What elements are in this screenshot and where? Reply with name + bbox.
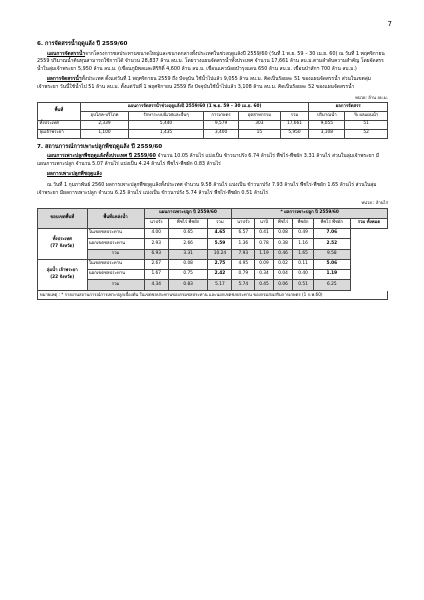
- sub-header: พืชผัก: [293, 218, 313, 228]
- crop-result-label-line: [37, 171, 388, 179]
- crop-result-label: ผลการเพาะปลูกพืชฤดูแล้ง: [47, 171, 102, 178]
- cell: 4.65: [208, 229, 232, 239]
- col-area: พื้นที่: [38, 103, 81, 121]
- cell-area: ในเขตชลประทาน: [87, 229, 144, 239]
- cell-area: นอกเขตชลประทาน: [87, 239, 144, 249]
- cell: 0.38: [273, 239, 293, 249]
- cell: 1,100: [80, 129, 128, 138]
- cell: 52: [345, 129, 388, 138]
- section-7-heading: 7. สถานการณ์การเพาะปลูกพืชฤดูแล้ง ปี 2559/60: [37, 143, 163, 150]
- cell: 9.58: [313, 249, 350, 259]
- cell: 3.31: [168, 249, 208, 259]
- cell-area: ในเขตชลประทาน: [87, 259, 144, 269]
- cell: 9,579: [203, 120, 238, 129]
- cell: 303: [239, 120, 280, 129]
- sub-header: รักษาระบบนิเวศและอื่นๆ: [129, 111, 204, 120]
- col-plan: แผนการเพาะปลูก ปี 2559/60: [144, 208, 232, 218]
- zone-sub: (77 จังหวัด): [50, 244, 75, 249]
- cell: 0.51: [293, 280, 313, 290]
- section-6-heading: 6. การจัดสรรน้ำฤดูแล้ง ปี 2559/60: [37, 41, 128, 47]
- cell: 5.17: [208, 280, 232, 290]
- crop-plan-text: จำนวน 10.05 ล้านไร่ แบ่งเป็น ข้าวนาปรัง 6.74 ล้านไร่ พืชไร่-พืชผัก 3.31 ล้านไร่ ส่วนในลุ่มเจ้าพระยา มีแผนการเพาะปลูก จำนวน 5.07 ล้านไร่ แบ่งเป็น 4.24 ล้านไร่ พืชไร่-พืชผัก 0.83 ล้านไร่: [37, 153, 380, 167]
- page-number: 7: [387, 20, 392, 28]
- cell: 6.93: [144, 249, 168, 259]
- result-text: ทั้งประเทศ ตั้งแต่วันที่ 1 พฤศจิกายน 2559 ถึง ปัจจุบัน ใช้น้ำไปแล้ว 9,055 ล้าน ลบ.ม. คิดเป็นร้อยละ 51 ของแผนจัดสรรน้ำ ส่วนในเขตลุ่มเจ้าพระยา วันนี้ใช้น้ำไป 51 ล้าน ลบ.ม. ตั้งแต่วันที่ 1 พฤศจิกายน 2559 ถึง ปัจจุบันใช้น้ำไปแล้ว 3,108 ล้าน ลบ.ม. คิดเป็นร้อยละ 52 ของแผนจัดสรรน้ำ: [37, 76, 372, 91]
- cell: 0.06: [273, 280, 293, 290]
- cell: 1.65: [293, 249, 313, 259]
- cell: 3,400: [203, 129, 238, 138]
- cell: 0.04: [273, 270, 293, 280]
- sub-header: พืชไร่ พืชผัก: [313, 218, 350, 228]
- cell-area: ทั้งประเทศ: [38, 120, 81, 129]
- cell: 9,055: [309, 120, 345, 129]
- crop-result-paragraph: ณ วันที่ 1 กุมภาพันธ์ 2560 ผลการเพาะปลูกพืชฤดูแล้งทั้งประเทศ จำนวน 9.58 ล้านไร่ แบ่งเป็น ข้าวนาปรัง 7.93 ล้านไร่ พืชไร่-พืชผัก 1.65 ล้านไร่ ส่วนในลุ่มเจ้าพระยา มีผลการเพาะปลูก จำนวน 6.25 ล้านไร่ แบ่งเป็น ข้าวนาปรัง 5.74 ล้านไร่ พืชไร่-พืชผัก 0.51 ล้านไร่: [37, 181, 377, 196]
- cell: 0.40: [293, 270, 313, 280]
- cell: 0.08: [273, 229, 293, 239]
- sub-header: รวม: [280, 111, 309, 120]
- table-row: [38, 239, 388, 249]
- cell: 1.36: [232, 239, 255, 249]
- crop-plan-label: แผนการเพาะปลูกพืชฤดูแล้งทั้งประเทศ ปี 2559/60: [47, 153, 156, 160]
- cell: 2.67: [144, 259, 168, 269]
- zone-name: ลุ่มน้ำ เจ้าพระยา: [46, 268, 78, 274]
- sub-header: อุปโภค-บริโภค: [80, 111, 128, 120]
- cell: 4.00: [144, 229, 168, 239]
- zone-name: ทั้งประเทศ: [52, 237, 72, 243]
- zone-sub: (22 จังหวัด): [50, 274, 75, 280]
- col-result: * ผลการเพาะปลูก ปี 2559/60: [232, 208, 388, 218]
- cell: 0.65: [168, 229, 208, 239]
- cell: 0.11: [293, 259, 313, 269]
- cell: 0.46: [273, 249, 293, 259]
- cell: 4.34: [144, 280, 168, 290]
- cell: 3,108: [309, 129, 345, 138]
- cell: 0.49: [293, 229, 313, 239]
- crop-table: [37, 208, 388, 291]
- sub-header: นาปรัง: [232, 218, 255, 228]
- sub-header: พืชไร่: [273, 218, 293, 228]
- cell: 5.74: [232, 280, 255, 290]
- cell: 2.75: [208, 259, 232, 269]
- sub-header: % ผลแผนน้ำ: [345, 111, 388, 120]
- result-paragraph: [37, 76, 388, 91]
- cell: 0.08: [168, 259, 208, 269]
- plan-label: แผนการจัดสรรน้ำ: [47, 50, 86, 57]
- cell-area: รวม: [87, 249, 144, 259]
- cell: 6.25: [313, 280, 350, 290]
- table-row: [38, 120, 388, 129]
- cell: 1.19: [313, 270, 350, 280]
- table-row: [38, 229, 388, 239]
- cell: 0.02: [273, 259, 293, 269]
- table-row: [38, 129, 388, 138]
- cell: 2.93: [144, 239, 168, 249]
- zone-cell: [38, 229, 88, 260]
- sub-header: การเกษตร: [203, 111, 238, 120]
- cell: 1,435: [129, 129, 204, 138]
- zone-cell: [38, 259, 88, 290]
- table-note: หมายเหตุ : * รายงานสถานการณ์การเพาะปลูกเบื้องต้น ในเขตชลประทานของกรมชลประทาน และนอกเขตชลประทาน ของกรมส่งเสริมการเกษตร (1 ก.พ.60): [37, 291, 388, 301]
- cell: 15: [239, 129, 280, 138]
- cell: 5.59: [208, 239, 232, 249]
- cell: 0.41: [255, 229, 274, 239]
- cell: 0.09: [255, 259, 274, 269]
- cell: 1.16: [293, 239, 313, 249]
- cell-area: นอกเขตชลประทาน: [87, 270, 144, 280]
- cell: 10.24: [208, 249, 232, 259]
- cell: 2.42: [208, 270, 232, 280]
- crop-plan-paragraph: [37, 153, 388, 168]
- cell-area: รวม: [87, 280, 144, 290]
- table-row-total: [38, 249, 388, 259]
- cell: 4.95: [232, 259, 255, 269]
- cell: 1.19: [255, 249, 274, 259]
- sub-header: นาปรัง: [144, 218, 168, 228]
- cell-area: ลุ่มเจ้าพระยา: [38, 129, 81, 138]
- table-row: [38, 259, 388, 269]
- cell: 0.83: [168, 280, 208, 290]
- cell: 17,661: [280, 120, 309, 129]
- table-row-total: [38, 280, 388, 290]
- cell: 7.06: [313, 229, 350, 239]
- sub-header: รวม ทั้งหมด: [350, 218, 387, 228]
- cell: 5,440: [129, 120, 204, 129]
- table-row: [38, 270, 388, 280]
- cell: 6.57: [232, 229, 255, 239]
- document-body: [37, 40, 388, 300]
- cell: 2.52: [313, 239, 350, 249]
- cell: 0.34: [255, 270, 274, 280]
- cell: 2.66: [168, 239, 208, 249]
- cell: 5,950: [280, 129, 309, 138]
- unit-label-2: หน่วย : ล้านไร่: [361, 200, 388, 206]
- cell: 7.93: [232, 249, 255, 259]
- sub-header: อุตสาหกรรม: [239, 111, 280, 120]
- sub-header: รวม: [208, 218, 232, 228]
- cell: 0.78: [255, 239, 274, 249]
- sub-header: พืชไร่ พืชผัก: [168, 218, 208, 228]
- unit-label: หน่วย: ล้าน ลบ.ม.: [355, 94, 388, 100]
- cell: 0.79: [232, 270, 255, 280]
- plan-paragraph: [37, 51, 388, 74]
- sub-header: ปริมาณน้ำ: [309, 111, 345, 120]
- col-water-source: พื้นที่แหล่งน้ำ: [87, 208, 144, 229]
- cell: 51: [345, 120, 388, 129]
- cell: 0.45: [255, 280, 274, 290]
- result-label: ผลการจัดสรรน้ำ: [47, 76, 82, 83]
- cell: 1.67: [144, 270, 168, 280]
- cell: 5.06: [313, 259, 350, 269]
- col-zone: ขอบเขตพื้นที่: [38, 208, 88, 229]
- sub-header: นาปี: [255, 218, 274, 228]
- cell: 2,339: [80, 120, 128, 129]
- col-plan: แผนการจัดสรรน้ำช่วงฤดูแล้งปี 2559/60 (1 พ.ย. 59 – 30 เม.ย. 60): [80, 103, 309, 112]
- water-allocation-table: [37, 102, 388, 138]
- plan-text: จากโครงการชลประทานขนาดใหญ่และขนาดกลางทั้งประเทศในช่วงฤดูแล้งปี 2559/60 (วันที่ 1 พ.ย. 59 – 30 เม.ย. 60) ณ วันที่ 1 พฤศจิกายน 2559 ปริมาณน้ำต้นทุนสามารถใช้การได้ จำนวน 28,837 ล้าน ลบ.ม. โดยวางแผนจัดสรรน้ำทั้งประเทศ จำนวน 17,661 ล้าน ลบ.ม.ตามลำดับความสำคัญ โดยจัดสรรน้ำในลุ่มเจ้าพระยา 5,950 ล้าน ลบ.ม. (เขื่อนภูมิพลและสิริกิติ์ 4,600 ล้าน ลบ.ม. เขื่อนแควน้อยบำรุงแดน 650 ล้าน ลบ.ม. เขื่อนป่าสักฯ 700 ล้าน ลบ.ม.): [37, 50, 385, 72]
- cell: 0.75: [168, 270, 208, 280]
- col-result: ผลการจัดสรร: [309, 103, 388, 112]
